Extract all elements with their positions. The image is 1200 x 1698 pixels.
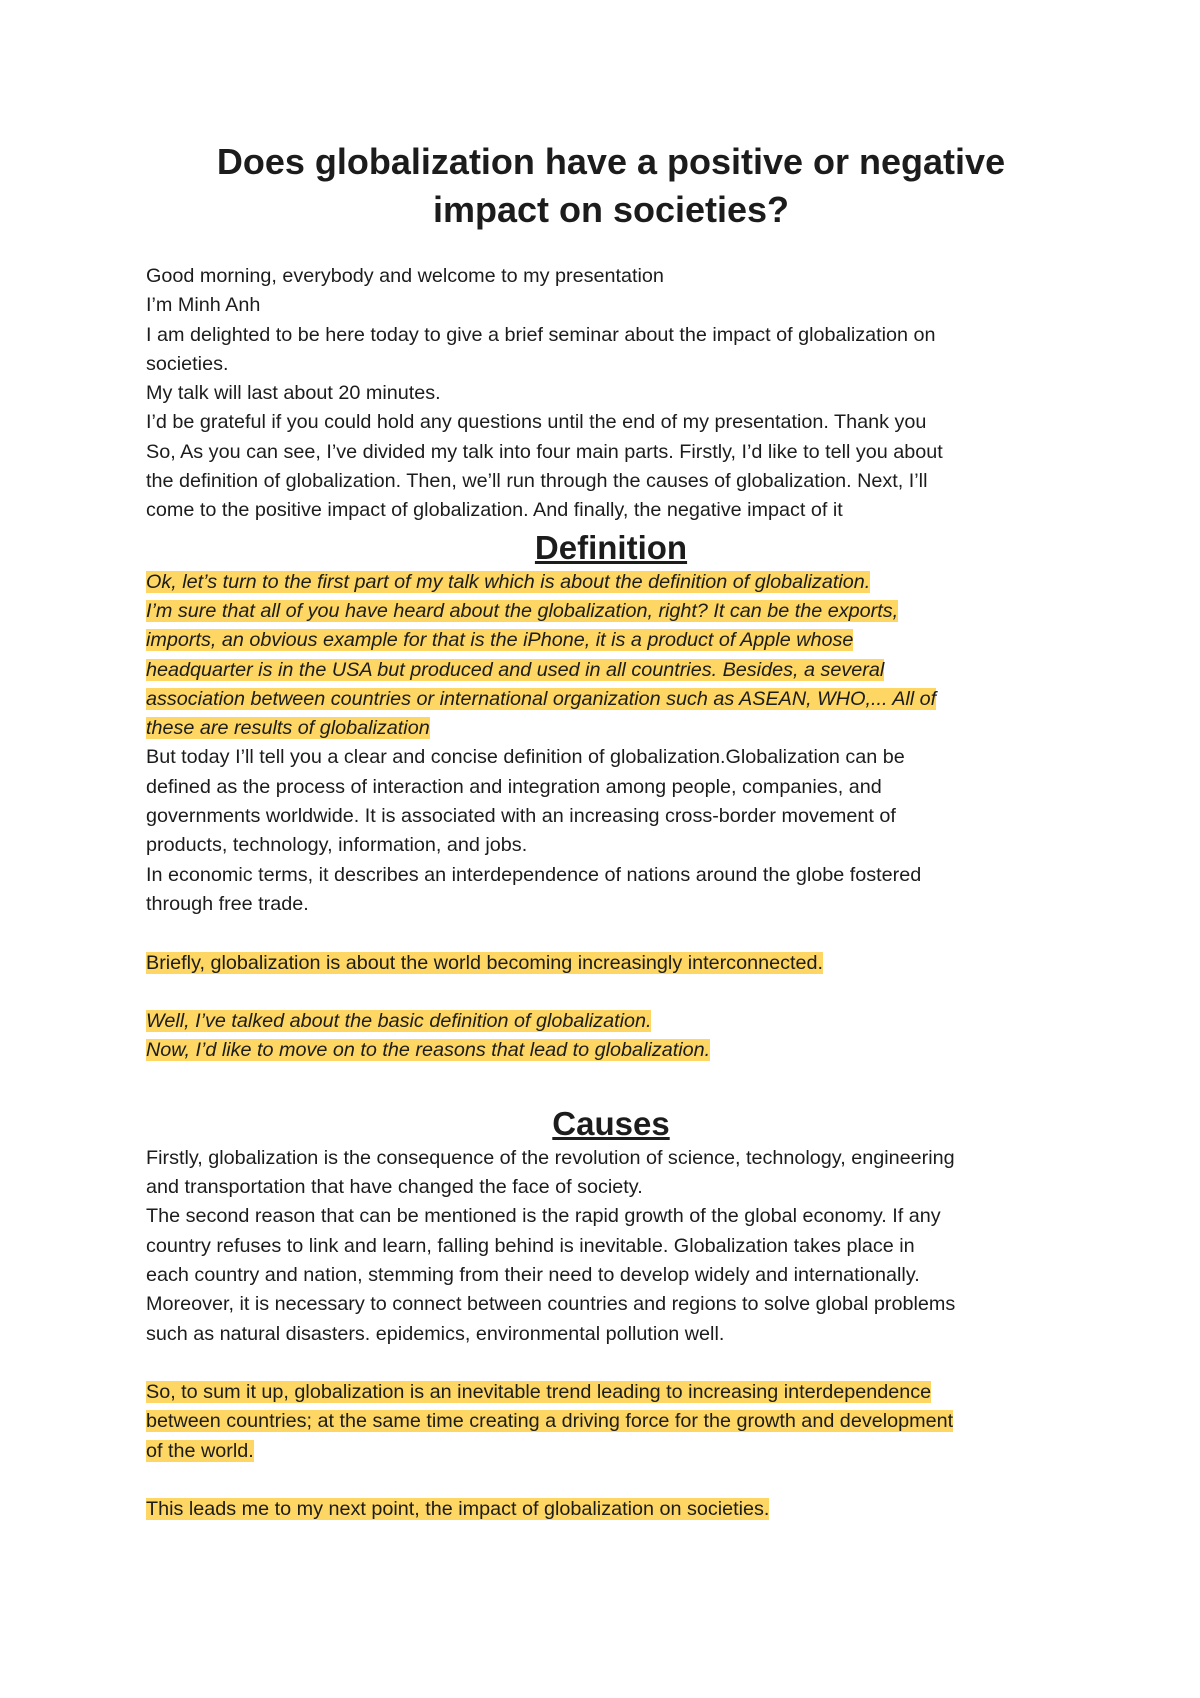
intro-line: come to the positive impact of globalization. And finally, the negative impact of it xyxy=(146,499,843,522)
highlighted-line: imports, an obvious example for that is the iPhone, it is a product of Apple whose xyxy=(146,629,854,652)
causes-next-point xyxy=(146,1495,1076,1524)
highlighted-line: Ok, let’s turn to the first part of my talk which is about the definition of globalization. xyxy=(146,570,871,593)
document-title xyxy=(146,138,1076,234)
body-line: But today I’ll tell you a clear and concise definition of globalization.Globalization can be xyxy=(146,746,905,769)
definition-highlight-paragraph xyxy=(146,568,1076,744)
intro-line: My talk will last about 20 minutes. xyxy=(146,382,441,405)
highlighted-line: these are results of globalization xyxy=(146,717,430,740)
body-line: Firstly, globalization is the consequence of the revolution of science, technology, engineering xyxy=(146,1146,955,1169)
intro-line: So, As you can see, I’ve divided my talk into four main parts. Firstly, I’d like to tell you about xyxy=(146,440,943,463)
body-line: and transportation that have changed the face of society. xyxy=(146,1176,643,1199)
highlighted-line: of the world. xyxy=(146,1439,254,1462)
intro-line: I am delighted to be here today to give a brief seminar about the impact of globalization on xyxy=(146,323,936,346)
highlighted-line: headquarter is in the USA but produced and used in all countries. Besides, a several xyxy=(146,658,885,681)
highlighted-line: between countries; at the same time creating a driving force for the growth and development xyxy=(146,1410,954,1433)
body-line: defined as the process of interaction and integration among people, companies, and xyxy=(146,775,882,798)
body-line: Moreover, it is necessary to connect between countries and regions to solve global problems xyxy=(146,1293,956,1316)
causes-summary xyxy=(146,1378,1076,1466)
intro-line: the definition of globalization. Then, we’ll run through the causes of globalization. Next, I’ll xyxy=(146,470,928,493)
definition-transition xyxy=(146,1007,1076,1066)
body-line: country refuses to link and learn, falling behind is inevitable. Globalization takes place in xyxy=(146,1234,915,1257)
body-line: In economic terms, it describes an interdependence of nations around the globe fostered xyxy=(146,863,922,886)
definition-summary xyxy=(146,949,1076,978)
body-line: such as natural disasters. epidemics, environmental pollution well. xyxy=(146,1322,725,1345)
body-line: governments worldwide. It is associated with an increasing cross-border movement of xyxy=(146,805,896,828)
definition-heading: Definition xyxy=(534,528,688,566)
highlighted-line: Well, I’ve talked about the basic definition of globalization. xyxy=(146,1010,652,1033)
causes-body-paragraph xyxy=(146,1144,1076,1349)
intro-line: Good morning, everybody and welcome to my presentation xyxy=(146,265,664,287)
body-line: The second reason that can be mentioned is the rapid growth of the global economy. If any xyxy=(146,1205,941,1228)
highlighted-line: Now, I’d like to move on to the reasons that lead to globalization. xyxy=(146,1039,711,1062)
highlighted-line: I’m sure that all of you have heard about the globalization, right? It can be the exports, xyxy=(146,599,899,622)
highlighted-line: This leads me to my next point, the impact of globalization on societies. xyxy=(146,1498,770,1521)
highlighted-line: Briefly, globalization is about the world becoming increasingly interconnected. xyxy=(146,951,823,974)
intro-line: societies. xyxy=(146,352,229,375)
body-line: products, technology, information, and jobs. xyxy=(146,834,528,857)
document-page xyxy=(146,138,1076,1525)
intro-line: I’m Minh Anh xyxy=(146,294,261,317)
body-line: each country and nation, stemming from their need to develop widely and internationally. xyxy=(146,1263,920,1286)
title-line-2: impact on societies? xyxy=(432,189,790,230)
causes-heading: Causes xyxy=(552,1104,670,1142)
body-line: through free trade. xyxy=(146,892,309,915)
intro-line: I’d be grateful if you could hold any questions until the end of my presentation. Thank you xyxy=(146,411,927,434)
highlighted-line: So, to sum it up, globalization is an inevitable trend leading to increasing interdependence xyxy=(146,1381,932,1404)
highlighted-line: association between countries or international organization such as ASEAN, WHO,... All of xyxy=(146,687,937,710)
title-line-1: Does globalization have a positive or negative xyxy=(216,141,1006,182)
definition-body-paragraph xyxy=(146,743,1076,919)
intro-paragraph xyxy=(146,262,1076,526)
